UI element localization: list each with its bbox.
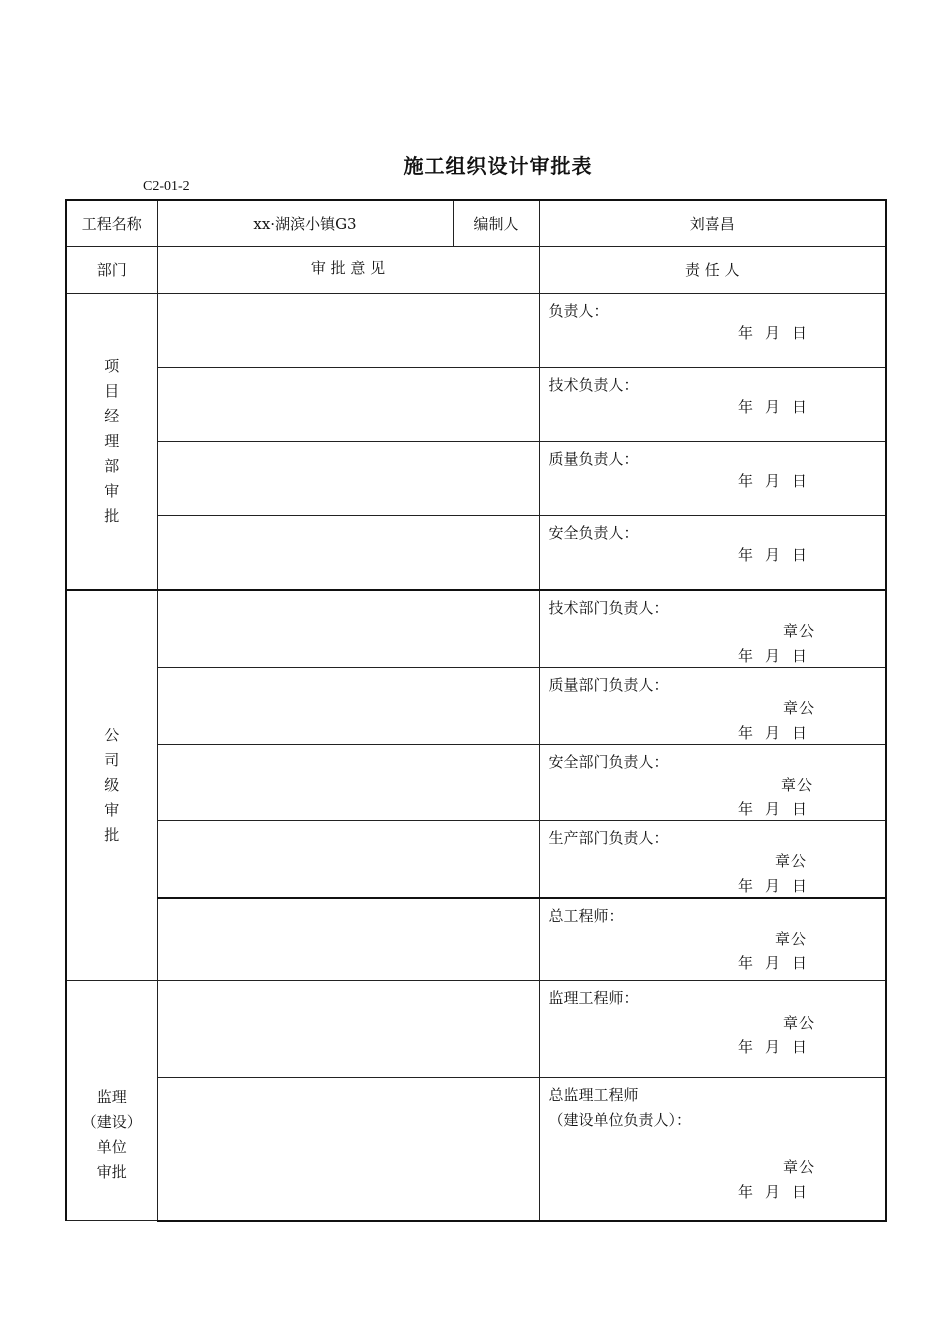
sign-cell xyxy=(539,980,886,1077)
role-label: 监理工程师： xyxy=(548,988,639,1007)
role-label: 质量负责人： xyxy=(548,449,639,468)
approval-table xyxy=(65,199,887,1222)
page-title: 施工组织设计审批表 xyxy=(403,154,593,178)
company-level-label: 公 司 级 审 批 xyxy=(66,590,157,981)
opinion-header: 审 批 意 见 xyxy=(157,246,539,293)
opinion-cell[interactable] xyxy=(157,293,539,367)
sign-cell xyxy=(539,667,886,744)
role-label-line2: （建设单位负责人）： xyxy=(548,1110,692,1129)
project-dept-label: 项 目 经 理 部 审 批 xyxy=(66,293,157,590)
date-line: 年 月 日 xyxy=(737,953,807,972)
author-value: 刘喜昌 xyxy=(539,200,886,246)
sign-cell xyxy=(539,367,886,441)
role-label: 总监理工程师 xyxy=(548,1085,639,1104)
date-line: 年 月 日 xyxy=(737,1037,807,1056)
seal-label: 章公 xyxy=(774,851,807,870)
role-label: 安全负责人： xyxy=(548,523,639,542)
opinion-cell[interactable] xyxy=(157,744,539,820)
date-line: 年 月 日 xyxy=(737,876,807,895)
date-line: 年 月 日 xyxy=(737,323,807,342)
sign-cell xyxy=(539,590,886,668)
sign-cell xyxy=(539,898,886,981)
opinion-cell[interactable] xyxy=(157,515,539,590)
seal-label: 章公 xyxy=(782,1013,815,1032)
sign-cell xyxy=(539,515,886,590)
seal-label: 章公 xyxy=(782,698,815,717)
date-line: 年 月 日 xyxy=(737,799,807,818)
opinion-cell[interactable] xyxy=(157,441,539,515)
opinion-cell[interactable] xyxy=(157,590,539,668)
role-label: 生产部门负责人： xyxy=(548,828,669,847)
sign-cell xyxy=(539,744,886,820)
date-line: 年 月 日 xyxy=(737,471,807,490)
author-label: 编制人 xyxy=(453,200,539,246)
date-line: 年 月 日 xyxy=(737,723,807,742)
seal-label: 章公 xyxy=(774,929,807,948)
role-label: 质量部门负责人： xyxy=(548,675,669,694)
date-line: 年 月 日 xyxy=(737,545,807,564)
date-line: 年 月 日 xyxy=(737,646,807,665)
project-name-value: xx·湖滨小镇G3 xyxy=(157,200,453,246)
seal-label: 章公 xyxy=(780,775,813,794)
role-label: 安全部门负责人： xyxy=(548,752,669,771)
sign-cell xyxy=(539,293,886,367)
role-label: 技术部门负责人： xyxy=(548,598,669,617)
seal-label: 章公 xyxy=(782,1157,815,1176)
date-line: 年 月 日 xyxy=(737,1182,807,1201)
seal-label: 章公 xyxy=(782,621,815,640)
opinion-cell[interactable] xyxy=(157,980,539,1077)
sign-cell xyxy=(539,1077,886,1221)
sign-cell xyxy=(539,441,886,515)
opinion-cell[interactable] xyxy=(157,367,539,441)
sign-cell xyxy=(539,820,886,898)
role-label: 总工程师： xyxy=(548,906,624,925)
project-name-label: 工程名称 xyxy=(66,200,157,246)
form-code: C2-01-2 xyxy=(143,179,190,194)
dept-header: 部门 xyxy=(66,246,157,293)
opinion-cell[interactable] xyxy=(157,820,539,898)
role-label: 技术负责人： xyxy=(548,375,639,394)
date-line: 年 月 日 xyxy=(737,397,807,416)
role-label: 负责人： xyxy=(548,301,609,320)
opinion-cell[interactable] xyxy=(157,898,539,981)
opinion-cell[interactable] xyxy=(157,667,539,744)
responsible-header: 责 任 人 xyxy=(539,246,886,293)
supervision-label: 监理 （建设） 单位 审批 xyxy=(66,980,157,1221)
opinion-cell[interactable] xyxy=(157,1077,539,1221)
